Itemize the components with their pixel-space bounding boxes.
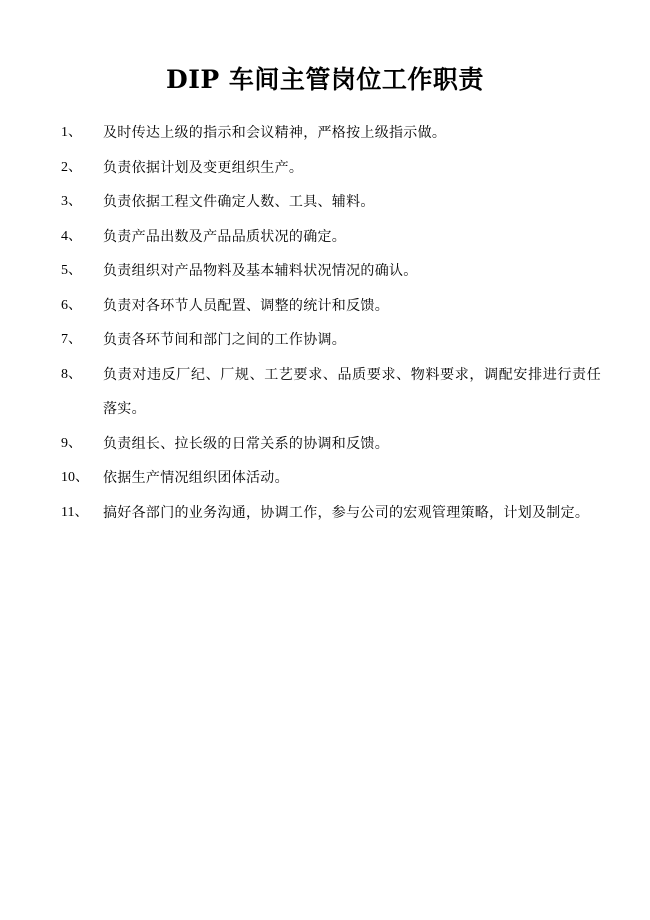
- duty-list: [61, 116, 601, 530]
- list-item: [61, 254, 601, 289]
- item-number: 5、: [61, 263, 82, 278]
- item-number: 3、: [61, 194, 82, 209]
- document-title: DIP 车间主管岗位工作职责: [166, 65, 484, 94]
- list-item: [61, 151, 601, 186]
- item-number: 4、: [61, 228, 82, 244]
- item-text: 负责组长、拉长级的日常关系的协调和反馈。: [103, 435, 389, 452]
- item-number: 7、: [61, 332, 82, 347]
- item-text: 搞好各部门的业务沟通，协调工作，参与公司的宏观管理策略，计划及制定。: [103, 504, 590, 521]
- list-item: [61, 289, 601, 324]
- list-item: [61, 185, 601, 220]
- item-number: 1、: [61, 125, 82, 140]
- item-text: 负责对各环节人员配置、调整的统计和反馈。: [103, 297, 389, 314]
- item-number: 9、: [61, 435, 82, 451]
- item-number: 11、: [61, 504, 89, 520]
- item-text: 负责组织对产品物料及基本辅料状况情况的确认。: [103, 263, 418, 279]
- list-item: [61, 427, 601, 462]
- item-text: 负责产品出数及产品品质状况的确定。: [103, 228, 347, 245]
- item-text: 负责依据计划及变更组织生产。: [103, 159, 304, 176]
- list-item: [61, 323, 601, 358]
- list-item: [61, 496, 601, 531]
- item-number: 8、: [61, 366, 82, 382]
- item-number: 10、: [61, 470, 89, 485]
- list-item: [61, 461, 601, 496]
- item-number: 6、: [61, 297, 82, 313]
- item-number: 2、: [61, 159, 82, 175]
- item-text: 及时传达上级的指示和会议精神，严格按上级指示做。: [103, 125, 447, 141]
- item-text: 依据生产情况组织团体活动。: [103, 470, 289, 486]
- list-item: [61, 220, 601, 255]
- item-text: 负责对违反厂纪、厂规、工艺要求、品质要求、物料要求，调配安排进行责任落实。: [103, 366, 601, 417]
- list-item: [61, 116, 601, 151]
- item-text: 负责依据工程文件确定人数、工具、辅料。: [103, 194, 375, 210]
- list-item: [61, 358, 601, 427]
- item-text: 负责各环节间和部门之间的工作协调。: [103, 332, 347, 348]
